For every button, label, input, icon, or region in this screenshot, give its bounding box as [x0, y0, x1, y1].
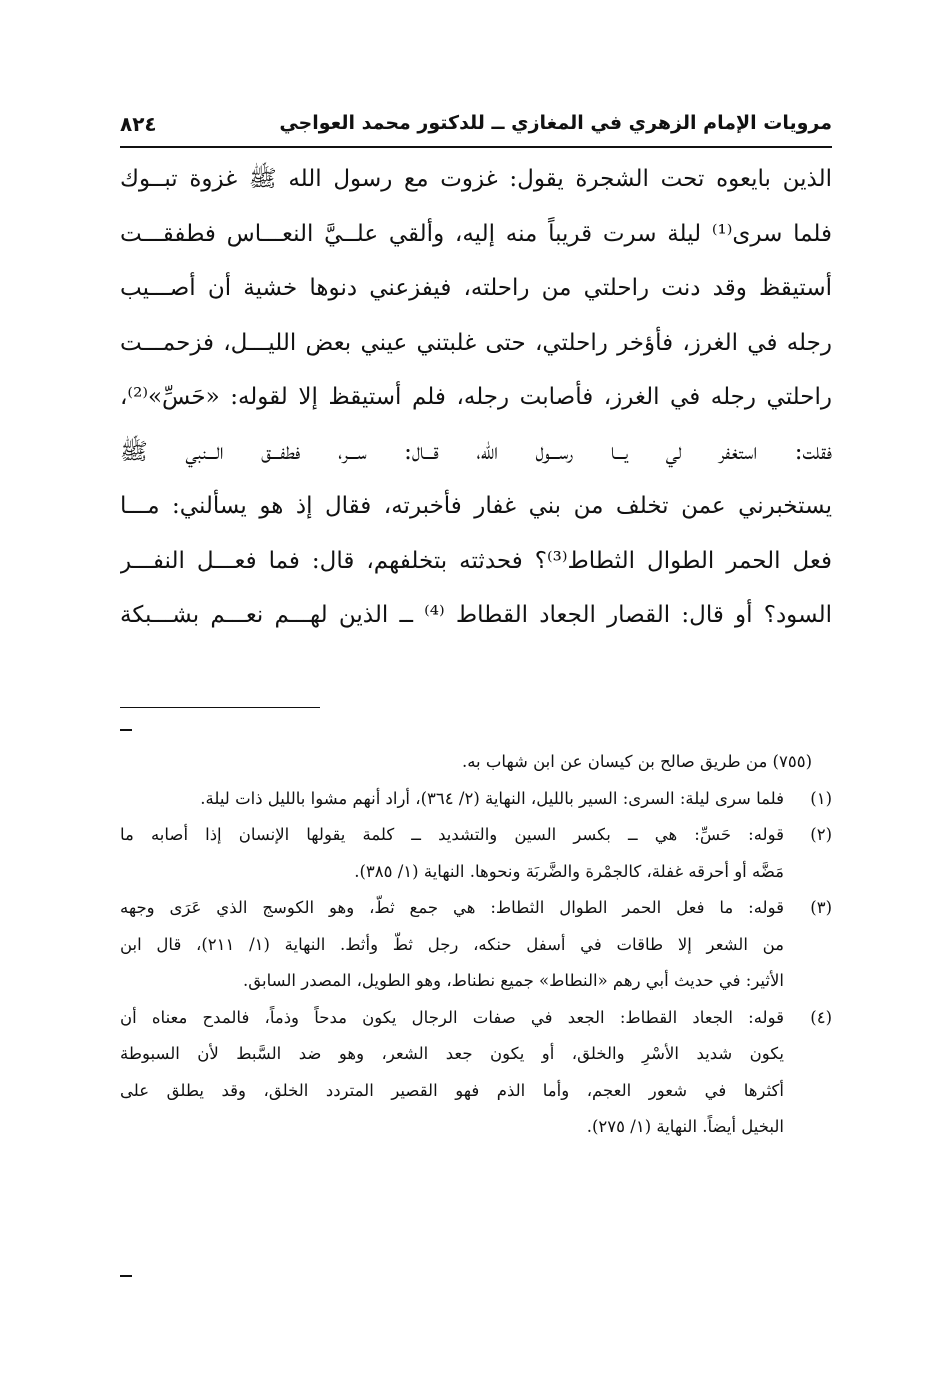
footnote-number: (٣) [810, 898, 832, 917]
footnote-line: فلما سرى ليلة: السرى: السير بالليل، النهاية (٢/ ٣٦٤)، أراد أنهم مشوا بالليل ذات ليلة. [200, 788, 784, 808]
text-line: فلما سرى⁽¹⁾ ليلة سرت قريباً منه إليه، وألقي علــيَّ النعـــاس فطفقـــت [120, 220, 832, 247]
text-line: فقلت: استغفر لي يـــا رســـول الله، قـــال: ســـر، فطفـــق الـــنبي ﷺ [120, 438, 832, 465]
text-line: يستخبرني عمن تخلف من بني غفار فأخبرته، فقال إذ هو يسألني: مـــا [120, 493, 832, 519]
footnote-line: البخيل أيضاً. النهاية (١/ ٢٧٥). [586, 1117, 784, 1136]
page-header [120, 106, 832, 144]
footnote-line: قوله: حَسِّ: هي ــ بكسر السين والتشديد ــ كلمة يقولها الإنسان إذا أصابه ما [120, 825, 784, 844]
text-line: الذين بايعوه تحت الشجرة يقول: غزوت مع رسول الله ﷺ غزوة تبــوك [120, 166, 832, 192]
footnote-number: (٢) [810, 825, 832, 844]
footnote-line: مَضَّه أو أحرقه غفلة، كالجمْرة والضَّربَة ونحوها. النهاية (١/ ٣٨٥). [354, 861, 784, 881]
footnote-2 [120, 817, 832, 890]
footnote-separator [120, 707, 320, 708]
continuation-mark [120, 1275, 132, 1277]
footnote-line: من الشعر إلا طاقات في أسفل حنكه، رجل ثطّ وأثط. النهاية (١/ ٢١١)، قال ابن [120, 934, 784, 954]
footnote-3 [120, 890, 832, 1000]
header-rule [120, 146, 832, 148]
footnotes [120, 744, 832, 1146]
footnote-line: يكون شديد الأسْرِ والخلق، أو يكون جعد الشعر، وهو ضد السَّبط لأن السبوطة [120, 1044, 784, 1063]
footnote-line: الأثير: في حديث أبي رهم «النطاط» جميع نطناط، وهو الطويل، المصدر السابق. [243, 971, 784, 990]
main-text [120, 152, 832, 643]
footnote-line: قوله: الجعاد القطاط: الجعد في صفات الرجال يكون مدحاً وذماً، فالمدح معناه أن [120, 1007, 784, 1027]
page-number: ٨٢٤ [120, 112, 157, 136]
footnote-4 [120, 1000, 832, 1146]
text-line: راحلتي رجله في الغرز، فأصابت رجله، فلم أستيقظ إلا لقوله: «حَسِّ»⁽²⁾، [120, 384, 832, 410]
text-line: السود؟ أو قال: القصار الجعاد القطاط ⁽⁴⁾ ــ الذين لهـــم نعـــم بشـــبكة [120, 602, 832, 628]
footnote-line: أكثرها في شعور العجم، وأما الذم فهو القصير المتردد الخلق، وقد يطلق على [120, 1080, 784, 1100]
footnote-number: (١) [810, 788, 832, 808]
text-line: رجله في الغرز، فأؤخر راحلتي، حتى غلبتني عيني بعض الليـــل، فزحمـــت [120, 329, 832, 356]
footnote-line: قوله: ما فعل الحمر الطوال الثطاط: هي جمع ثطّ، وهو الكوسج الذي عَرَى وجهه [120, 898, 784, 917]
continuation-mark [120, 729, 132, 731]
footnote-number: (٤) [810, 1007, 832, 1027]
text-line: أستيقظ وقد دنت راحلتي من راحلته، فيفزعني دنوها خشية أن أصـــيب [120, 275, 832, 301]
footnote-continuation: (٧٥٥) من طريق صالح بن كيسان عن ابن شهاب به. [461, 752, 812, 771]
footnote-1 [120, 781, 832, 818]
running-title: مرويات الإمام الزهري في المغازي ــ للدكتور محمد العواجي [279, 112, 832, 134]
text-line: فعل الحمر الطوال الثطاط⁽³⁾؟ فحدثته بتخلفهم، قال: فما فعـــل النفـــر [120, 547, 832, 574]
